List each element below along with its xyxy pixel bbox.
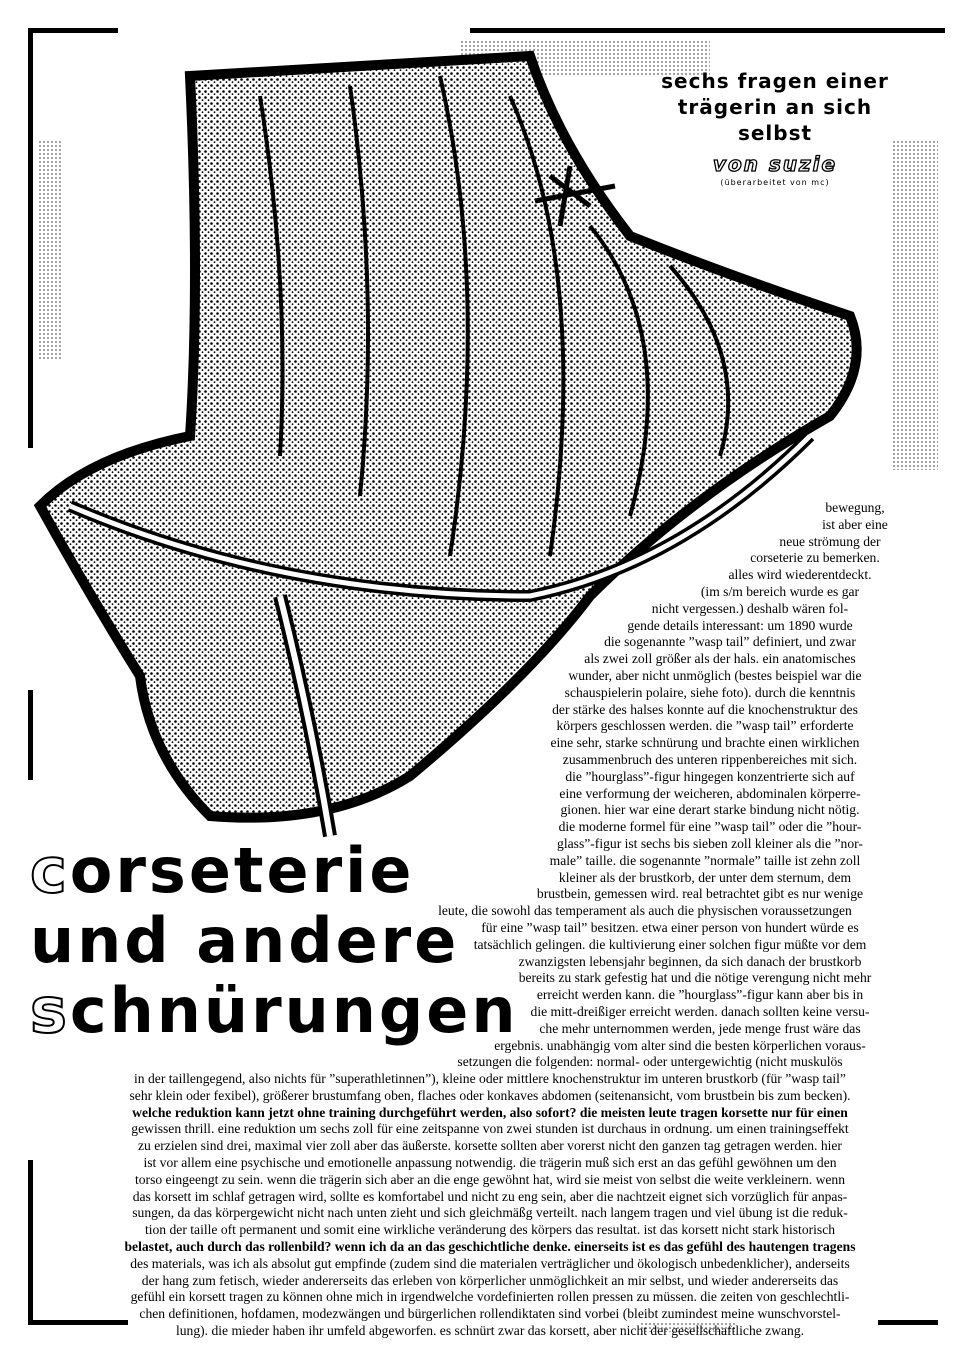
article-line: ergebnis. unabhängig vom alter sind die besten körperlichen voraus- [494, 1037, 866, 1053]
article-line: die moderne formel für eine ”wasp tail” oder die ”hour- [558, 819, 862, 835]
article-line: schauspielerin polaire, siehe foto). durch die kenntnis [564, 684, 856, 700]
article-line: ist vor allem eine psychische und emotionelle anpassung notwendig. die trägerin muß sich erst an das gefühl gewöhnen um den [143, 1155, 837, 1171]
article-line: erreicht werden kann. die ”hourglass”-figur kann aber bis in [536, 987, 864, 1003]
article-line: chen definitionen, hofdamen, modezwängen und bürgerlichen rollendiktaten sind vorbei (bleibt zumindest meine wunschvorstel- [139, 1306, 841, 1322]
left-frame-top [28, 28, 118, 33]
article-line: gewissen thrill. eine reduktion um sechs zoll für eine zeitspanne von zwei stunden ist durchaus in ordnung. um einen trainingseffekt [131, 1121, 849, 1137]
article-line: glass”-figur ist sechs bis sieben zoll kleiner als die ”nor- [557, 835, 863, 851]
article-line: (im s/m bereich wurde es gar [700, 583, 860, 599]
article-line: welche reduktion kann jetzt ohne training durchgeführt werden, also sofort? die meisten leute tragen korsette nur für einen [132, 1104, 848, 1120]
author-byline: von suzie [712, 152, 838, 176]
article-line: als zwei zoll größer als der hals. ein anatomisches [584, 651, 856, 667]
article-line: corseterie zu bemerken. [750, 550, 880, 566]
article-line: belastet, auch durch das rollenbild? wenn ich da an das geschichtliche denke. einerseits ist es das gefühl des hautengen tragens [124, 1239, 856, 1255]
article-line: gionen. hier war eine derart starke bindung nicht nötig. [560, 802, 860, 818]
title-drop-cap-3: s [30, 974, 70, 1047]
article-line: lung). die mieder haben ihr umfeld abgeworfen. es schnürt zwar das korsett, aber nicht der gesellschaftliche zwang. [175, 1323, 805, 1339]
article-line: nicht vergessen.) deshalb wären fol- [651, 600, 849, 616]
title-line-1-rest: orseterie [69, 834, 415, 907]
headline-line-2: trägerin an sich [677, 95, 873, 119]
headline-block [650, 68, 900, 187]
article-line: zu erzielen sind drei, maximal vier zoll aber das äußerste. korsette sollten aber vorerst nicht den ganzen tag getragen werden. hier [138, 1138, 842, 1154]
bottom-left-frame [28, 1160, 33, 1325]
headline-line-1: sechs fragen einer [661, 69, 889, 93]
article-line: leute, die sowohl das temperament als auch die physischen voraussetzungen [438, 903, 852, 919]
top-rule [470, 28, 945, 33]
article-line: der hang zum fetisch, wieder andererseits das erleben von körperlicher unmöglichkeit an mir selbst, und wieder andererseits das [141, 1272, 839, 1288]
article-line: setzungen die folgenden: normal- oder untergewichtig (nicht muskulös [457, 1054, 843, 1070]
article-line: ist aber eine [822, 516, 888, 532]
article-line: brustbein, gemessen wird. real betrachtet gibt es nur wenige [536, 886, 864, 902]
right-dot-bar [892, 140, 938, 470]
article-line: des materials, was ich als absolut gut empfinde (zudem sind die materialen verträglicher und ökologisch unbedenklicher), anderseits [130, 1255, 850, 1271]
title-line-3-rest: chnürungen [69, 974, 519, 1047]
headline-line-3: selbst [737, 121, 813, 145]
article-line: eine sehr, starke schnürung und brachte einen wirklichen [550, 735, 860, 751]
article-line: wunder, aber nicht unmöglich (bestes beispiel war die [568, 667, 862, 683]
article-line: eine verformung der weicheren, abdominalen körperre- [559, 785, 861, 801]
article-line: die sogenannte ”wasp tail” definiert, und zwar [604, 634, 856, 650]
article-line: zwanzigsten lebensjahr beginnen, da sich danach der brustkorb [518, 953, 862, 969]
article-line: in der taillengegend, also nichts für ”superathletinnen”), kleine oder mittlere knochenstruktur im unteren brustkorb (für ”wasp tail” [134, 1071, 846, 1087]
article-line: zusammenbruch des unteren rippenbereiches mit sich. [562, 751, 858, 767]
article-line: male” taille. die sogenannte ”normale” taille ist zehn zoll [549, 852, 861, 868]
article-line: der stärke des halses konnte auf die knochenstruktur des [552, 701, 858, 717]
article-line: körpers geschlossen werden. die ”wasp tail” erforderte [556, 718, 854, 734]
article-line: sehr klein oder fexibel), größerer brustumfang oben, flaches oder konkaves abdomen (seitenansicht, vom brustbein bis zum becken). [129, 1087, 851, 1103]
title-line-2: und andere [30, 904, 460, 977]
article-line: alles wird wiederentdeckt. [728, 567, 872, 583]
article-line: tion der taille oft permanent und somit eine wirkliche veränderung des körpers das resultat. ist das korsett nicht stark historisch [144, 1222, 836, 1238]
article-line: die mitt-dreißiger erreicht werden. danach sollten keine versu- [530, 1003, 870, 1019]
article-body [40, 500, 940, 1340]
article-line: bewegung, [825, 500, 885, 515]
article-line: neue strömung der [779, 533, 881, 549]
article-line: gende details interessant: um 1890 wurde [627, 617, 853, 633]
article-line: die ”hourglass”-figur hingegen konzentrierte sich auf [565, 768, 855, 784]
article-line: che mehr unternommen werden, jede menge frust wäre das [539, 1020, 861, 1036]
article-line: gefühl ein korsett tragen zu können ohne mich in irgendwelche vordefinierten rollen pressen zu müssen. die zeiten von geschlechtli- [130, 1289, 850, 1305]
title-drop-cap-1: c [30, 834, 70, 907]
article-line: tatsächlich gelingen. die kultivierung einer solchen figur müßte vor dem [473, 936, 867, 952]
article-line: für eine ”wasp tail” besitzen. etwa einer person von hundert würde es [481, 919, 859, 935]
article-line: torso eingeengt zu sein. wenn die trägerin sich aber an die enge gewöhnt hat, wird sie meist von selbst die weite verkleinern. wenn [134, 1171, 846, 1187]
editor-credit: (überarbeitet von mc) [720, 178, 830, 187]
article-line: das korsett im schlaf getragen wird, sollte es komfortabel und nicht zu eng sein, aber die nachtzeit eignet sich vorzüglich für anpas- [132, 1188, 848, 1204]
article-line: bereits zu stark gefestig hat und die nötige verengung nicht mehr [518, 970, 872, 986]
article-line: kleiner als der brustkorb, der unter dem sternum, dem [558, 869, 852, 885]
article-line: sungen, da das körpergewicht nicht nach unten zieht und sich gleichmäßg verteilt. nach langem tragen und viel übung ist die reduk- [132, 1205, 848, 1221]
